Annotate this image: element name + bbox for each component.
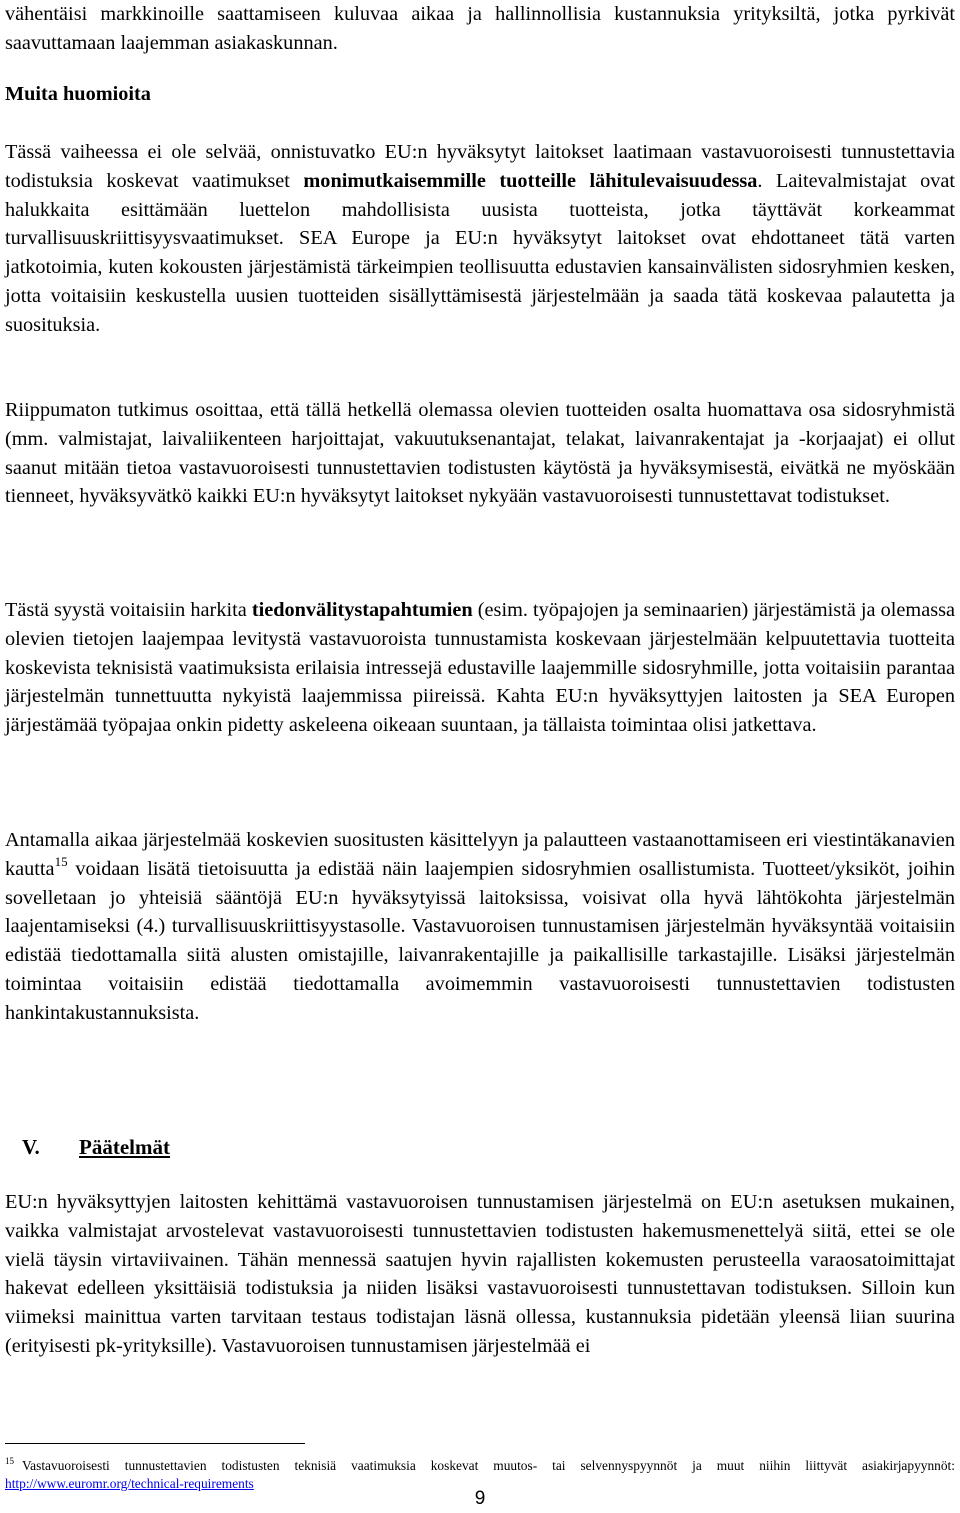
- p1-bold: monimutkaisemmille tuotteille lähitulevaisuudessa: [303, 169, 758, 192]
- heading-muita-huomioita: Muita huomioita: [5, 83, 151, 105]
- section-number: V.: [22, 1135, 40, 1159]
- p1-text-b: . Laitevalmistajat ovat halukkaita esittämään luettelon mahdollisista uusista tuotteista, jotka täyttävät korkeammat turvallisuuskriittisyysvaatimukset. SEA Europe ja EU:n hyväksytyt laitokset ovat ehdottaneet tätä varten jatkotoimia, kuten kokousten järjestämistä tärkeimpien teollisuutta edustavien kansainvälisten sidosryhmien kesken, jotta voitaisiin keskustella uusien tuotteiden sisällyttämisestä järjestelmään ja saada tätä koskevaa palautetta ja suosituksia.: [5, 169, 955, 336]
- p3-bold: tiedonvälitystapahtumien: [251, 599, 473, 621]
- paragraph-3: [5, 596, 955, 740]
- p3-text-b: (esim. työpajojen ja seminaarien) järjestämistä ja olemassa olevien tietojen laajempaa levitystä vastavuoroista tunnustamista koskevaan järjestelmään kelpuutettavia tuotteita koskevista teknisistä vaatimuksista erilaisia intressejä edustaville laajemmille sidosryhmille, jotta voitaisiin parantaa järjestelmän tunnettuutta nykyistä laajemmissa piireissä. Kahta EU:n hyväksyttyjen laitosten ja SEA Europen järjestämää työpajaa onkin pidetty askeleena oikeaan suuntaan, ja tällaista toimintaa olisi jatkettava.: [5, 599, 955, 737]
- paragraph-2: Riippumaton tutkimus osoittaa, että tällä hetkellä olemassa olevien tuotteiden osalta huomattava osa sidosryhmistä (mm. valmistajat, laivaliikenteen harjoittajat, vakuutuksenantajat, telakat, laivanrakentajat ja -korjaajat) ei ollut saanut mitään tietoa vastavuoroisesti tunnustettavien todistusten käytöstä ja hyväksymisestä, eivätkä ne myöskään tienneet, hyväksyvätkö kaikki EU:n hyväksytyt laitokset nykyään vastavuoroisesti tunnustettavat todistukset.: [5, 399, 955, 508]
- footnote-reference[interactable]: 15: [54, 853, 68, 869]
- section-title: Päätelmät: [79, 1135, 170, 1159]
- paragraph-5: EU:n hyväksyttyjen laitosten kehittämä vastavuoroisen tunnustamisen järjestelmä on EU:n asetuksen mukainen, vaikka valmistajat arvostelevat vastavuoroisesti tunnustettavien todistusten hakemusmenettelyä siitä, ettei se ole vielä täysin virtaviivainen. Tähän mennessä saatujen hyvin rajallisten kokemusten perusteella varaosatoimittajat hakevat edelleen yksittäisiä todistuksia ja niiden lisäksi vastavuoroisesti tunnustettavan todistuksen. Silloin kun viimeksi mainittua varten tarvitaan testaus todistajan läsnä ollessa, kustannuksia pidetään yleensä liian suurina (erityisesti pk-yrityksille). Vastavuoroisen tunnustamisen järjestelmää ei: [5, 1191, 955, 1357]
- page-number: 9: [474, 1488, 486, 1509]
- footnote-text: Vastavuoroisesti tunnustettavien todistusten teknisiä vaatimuksia koskevat muutos- tai selvennyspyynnöt ja muut niihin liittyvät asiakirjapyynnöt:: [22, 1458, 955, 1473]
- footnote-marker: 15: [5, 1456, 14, 1466]
- footnote: [5, 1452, 955, 1493]
- paragraph-4: [5, 826, 955, 1028]
- paragraph-intro-end: vähentäisi markkinoille saattamiseen kuluvaa aikaa ja hallinnollisia kustannuksia yrityksiltä, jotka pyrkivät saavuttamaan laajemman asiakaskunnan.: [5, 3, 955, 54]
- p3-text-a: Tästä syystä voitaisiin harkita: [5, 599, 252, 621]
- paragraph-1: [5, 138, 955, 340]
- section-heading: [22, 1133, 170, 1162]
- footnote-link[interactable]: http://www.euromr.org/technical-requirements: [5, 1476, 254, 1491]
- p1-text-a: Tässä vaiheessa ei ole selvää, onnistuvatko EU:n hyväksytyt laitokset laatimaan vastavuoroisesti tunnustettavia todistuksia koskevat vaatimukset: [5, 141, 955, 192]
- p4-text-b: voidaan lisätä tietoisuutta ja edistää näin laajempien sidosryhmien osallistumista. Tuotteet/yksiköt, joihin sovelletaan jo yhteisiä sääntöjä EU:n hyväksytyissä laitoksissa, voisivat olla hyvä lähtökohta järjestelmän laajentamiseksi (4.) turvallisuuskriittisyystasolle. Vastavuoroisen tunnustamisen järjestelmän hyväksyntää voitaisiin edistää tiedottamalla siitä alusten omistajille, laivanrakentajille ja paikallisille tarkastajille. Lisäksi järjestelmän toimintaa voitaisiin edistää tiedottamalla avoimemmin vastavuoroisesti tunnustettavien todistusten hankintakustannuksista.: [5, 857, 955, 1024]
- footnote-divider: [5, 1443, 305, 1444]
- p4-text-a: Antamalla aikaa järjestelmää koskevien suositusten käsittelyyn ja palautteen vastaanottamiseen eri viestintäkanavien kautta: [5, 829, 955, 880]
